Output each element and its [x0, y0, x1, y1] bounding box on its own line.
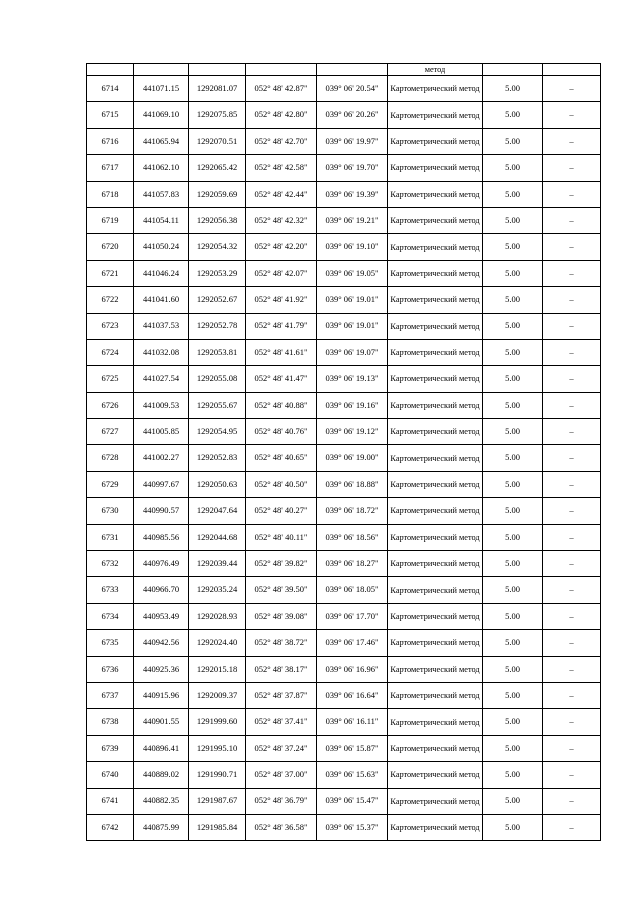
- cell-latitude: 052° 48' 37.41": [246, 709, 317, 735]
- table-row: [87, 260, 601, 286]
- cell-note: –: [543, 814, 601, 840]
- cell-accuracy: 5.00: [483, 524, 543, 550]
- cell-method: Картометрический метод: [388, 392, 483, 418]
- cell-y: 1292054.32: [189, 234, 246, 260]
- cell-point-number: 6734: [87, 603, 134, 629]
- cell-y: [189, 64, 246, 76]
- table-row: [87, 287, 601, 313]
- cell-method: Картометрический метод: [388, 366, 483, 392]
- cell-longitude: 039° 06' 19.07": [317, 339, 388, 365]
- cell-y: 1292055.08: [189, 366, 246, 392]
- cell-lon: [317, 64, 388, 76]
- cell-longitude: 039° 06' 19.05": [317, 260, 388, 286]
- cell-note: –: [543, 207, 601, 233]
- table-row: [87, 762, 601, 788]
- cell-point-number: 6727: [87, 419, 134, 445]
- cell-y: 1292059.69: [189, 181, 246, 207]
- cell-latitude: 052° 48' 40.65": [246, 445, 317, 471]
- cell-longitude: 039° 06' 16.64": [317, 682, 388, 708]
- cell-point-number: 6735: [87, 630, 134, 656]
- cell-point-number: 6715: [87, 102, 134, 128]
- cell-point-number: 6736: [87, 656, 134, 682]
- cell-note: –: [543, 181, 601, 207]
- cell-x: 441065.94: [134, 128, 189, 154]
- cell-accuracy: 5.00: [483, 656, 543, 682]
- table-row: [87, 366, 601, 392]
- cell-point-number: 6716: [87, 128, 134, 154]
- cell-accuracy: 5.00: [483, 735, 543, 761]
- cell-longitude: 039° 06' 19.16": [317, 392, 388, 418]
- cell-latitude: 052° 48' 40.11": [246, 524, 317, 550]
- cell-latitude: 052° 48' 42.44": [246, 181, 317, 207]
- cell-x: 440875.99: [134, 814, 189, 840]
- cell-x: 440896.41: [134, 735, 189, 761]
- cell-method: Картометрический метод: [388, 682, 483, 708]
- table-row: [87, 814, 601, 840]
- cell-longitude: 039° 06' 18.27": [317, 551, 388, 577]
- cell-method: Картометрический метод: [388, 76, 483, 102]
- cell-y: 1292028.93: [189, 603, 246, 629]
- cell-accuracy: 5.00: [483, 339, 543, 365]
- cell-y: 1292035.24: [189, 577, 246, 603]
- table-row: [87, 630, 601, 656]
- cell-method: Картометрический метод: [388, 207, 483, 233]
- table-row: [87, 76, 601, 102]
- cell-latitude: 052° 48' 39.08": [246, 603, 317, 629]
- cell-note: –: [543, 102, 601, 128]
- cell-x: 440966.70: [134, 577, 189, 603]
- cell-longitude: 039° 06' 15.87": [317, 735, 388, 761]
- cell-y: 1292015.18: [189, 656, 246, 682]
- cell-point-number: 6721: [87, 260, 134, 286]
- cell-x: 440985.56: [134, 524, 189, 550]
- cell-note: –: [543, 656, 601, 682]
- cell-point-number: 6718: [87, 181, 134, 207]
- cell-method: Картометрический метод: [388, 762, 483, 788]
- cell-accuracy: 5.00: [483, 630, 543, 656]
- cell-point-number: 6719: [87, 207, 134, 233]
- cell-latitude: 052° 48' 37.87": [246, 682, 317, 708]
- cell-lat: [246, 64, 317, 76]
- cell-latitude: 052° 48' 39.82": [246, 551, 317, 577]
- cell-accuracy: 5.00: [483, 498, 543, 524]
- cell-x: 441071.15: [134, 76, 189, 102]
- table-row: [87, 313, 601, 339]
- cell-point-number: 6714: [87, 76, 134, 102]
- cell-note: –: [543, 392, 601, 418]
- table-row: [87, 181, 601, 207]
- cell-latitude: 052° 48' 40.76": [246, 419, 317, 445]
- cell-y: 1292081.07: [189, 76, 246, 102]
- cell-note: –: [543, 471, 601, 497]
- cell-accuracy: 5.00: [483, 471, 543, 497]
- cell-method: метод: [388, 64, 483, 76]
- cell-method: Картометрический метод: [388, 445, 483, 471]
- cell-longitude: 039° 06' 19.01": [317, 287, 388, 313]
- cell-accuracy: 5.00: [483, 287, 543, 313]
- cell-method: Картометрический метод: [388, 498, 483, 524]
- cell-note: –: [543, 630, 601, 656]
- cell-y: 1292053.29: [189, 260, 246, 286]
- cell-note: –: [543, 551, 601, 577]
- cell-x: 440997.67: [134, 471, 189, 497]
- cell-point-number: 6723: [87, 313, 134, 339]
- cell-latitude: 052° 48' 38.17": [246, 656, 317, 682]
- table-row: [87, 577, 601, 603]
- cell-x: 441032.08: [134, 339, 189, 365]
- cell-x: 440889.02: [134, 762, 189, 788]
- cell-latitude: 052° 48' 41.61": [246, 339, 317, 365]
- cell-longitude: 039° 06' 19.97": [317, 128, 388, 154]
- cell-latitude: 052° 48' 42.87": [246, 76, 317, 102]
- cell-y: 1292052.83: [189, 445, 246, 471]
- table-row: [87, 498, 601, 524]
- cell-note: [543, 64, 601, 76]
- cell-method: Картометрический метод: [388, 313, 483, 339]
- cell-latitude: 052° 48' 42.58": [246, 155, 317, 181]
- cell-accuracy: 5.00: [483, 445, 543, 471]
- cell-x: 441046.24: [134, 260, 189, 286]
- cell-longitude: 039° 06' 15.47": [317, 788, 388, 814]
- cell-x: 440925.36: [134, 656, 189, 682]
- cell-longitude: 039° 06' 19.00": [317, 445, 388, 471]
- cell-longitude: 039° 06' 17.46": [317, 630, 388, 656]
- cell-accuracy: 5.00: [483, 155, 543, 181]
- cell-latitude: 052° 48' 36.79": [246, 788, 317, 814]
- cell-accuracy: 5.00: [483, 419, 543, 445]
- cell-accuracy: 5.00: [483, 313, 543, 339]
- cell-x: 440990.57: [134, 498, 189, 524]
- cell-latitude: 052° 48' 40.27": [246, 498, 317, 524]
- cell-method: Картометрический метод: [388, 551, 483, 577]
- cell-point-number: 6730: [87, 498, 134, 524]
- cell-note: –: [543, 603, 601, 629]
- cell-y: 1291990.71: [189, 762, 246, 788]
- table-row: [87, 471, 601, 497]
- table-row: [87, 603, 601, 629]
- cell-method: Картометрический метод: [388, 102, 483, 128]
- cell-x: 441050.24: [134, 234, 189, 260]
- cell-note: –: [543, 498, 601, 524]
- cell-latitude: 052° 48' 42.70": [246, 128, 317, 154]
- cell-method: Картометрический метод: [388, 788, 483, 814]
- cell-y: 1292044.68: [189, 524, 246, 550]
- cell-x: 440953.49: [134, 603, 189, 629]
- cell-y: 1291995.10: [189, 735, 246, 761]
- cell-method: Картометрический метод: [388, 287, 483, 313]
- cell-y: 1292039.44: [189, 551, 246, 577]
- cell-accuracy: 5.00: [483, 366, 543, 392]
- cell-method: Картометрический метод: [388, 709, 483, 735]
- cell-x: 440976.49: [134, 551, 189, 577]
- table-row: [87, 234, 601, 260]
- cell-longitude: 039° 06' 18.56": [317, 524, 388, 550]
- cell-longitude: 039° 06' 16.11": [317, 709, 388, 735]
- cell-method: Картометрический метод: [388, 419, 483, 445]
- cell-x: 441054.11: [134, 207, 189, 233]
- cell-note: –: [543, 577, 601, 603]
- table-row: [87, 788, 601, 814]
- cell-x: 441009.53: [134, 392, 189, 418]
- cell-longitude: 039° 06' 18.72": [317, 498, 388, 524]
- cell-latitude: 052° 48' 40.50": [246, 471, 317, 497]
- cell-point-number: 6741: [87, 788, 134, 814]
- cell-note: –: [543, 524, 601, 550]
- cell-point-number: 6717: [87, 155, 134, 181]
- cell-point-number: 6728: [87, 445, 134, 471]
- cell-note: –: [543, 234, 601, 260]
- cell-y: 1291987.67: [189, 788, 246, 814]
- cell-y: 1292047.64: [189, 498, 246, 524]
- cell-note: –: [543, 735, 601, 761]
- cell-note: –: [543, 313, 601, 339]
- cell-point-number: 6739: [87, 735, 134, 761]
- cell-latitude: 052° 48' 37.00": [246, 762, 317, 788]
- cell-point-number: 6737: [87, 682, 134, 708]
- cell-latitude: 052° 48' 37.24": [246, 735, 317, 761]
- cell-accuracy: 5.00: [483, 181, 543, 207]
- cell-latitude: 052° 48' 42.07": [246, 260, 317, 286]
- cell-y: 1292050.63: [189, 471, 246, 497]
- cell-note: –: [543, 76, 601, 102]
- cell-x: 441062.10: [134, 155, 189, 181]
- cell-method: Картометрический метод: [388, 234, 483, 260]
- cell-accuracy: 5.00: [483, 392, 543, 418]
- cell-longitude: 039° 06' 19.39": [317, 181, 388, 207]
- cell-latitude: 052° 48' 42.20": [246, 234, 317, 260]
- cell-y: 1292070.51: [189, 128, 246, 154]
- cell-note: –: [543, 260, 601, 286]
- table-row: [87, 445, 601, 471]
- cell-point-number: 6724: [87, 339, 134, 365]
- cell-latitude: 052° 48' 42.80": [246, 102, 317, 128]
- cell-longitude: 039° 06' 18.88": [317, 471, 388, 497]
- table-body: [87, 64, 601, 841]
- cell-accuracy: 5.00: [483, 207, 543, 233]
- cell-x: 441041.60: [134, 287, 189, 313]
- cell-latitude: 052° 48' 38.72": [246, 630, 317, 656]
- coordinates-table: [86, 63, 601, 841]
- table-row: [87, 339, 601, 365]
- cell-note: –: [543, 366, 601, 392]
- cell-accuracy: 5.00: [483, 260, 543, 286]
- cell-x: 440915.96: [134, 682, 189, 708]
- cell-method: Картометрический метод: [388, 339, 483, 365]
- cell-x: 440901.55: [134, 709, 189, 735]
- cell-note: –: [543, 788, 601, 814]
- cell-note: –: [543, 155, 601, 181]
- cell-y: 1291999.60: [189, 709, 246, 735]
- cell-x: 441037.53: [134, 313, 189, 339]
- table-row: [87, 419, 601, 445]
- cell-latitude: 052° 48' 36.58": [246, 814, 317, 840]
- cell-method: Картометрический метод: [388, 155, 483, 181]
- table-row: [87, 682, 601, 708]
- cell-longitude: 039° 06' 18.05": [317, 577, 388, 603]
- cell-y: 1292009.37: [189, 682, 246, 708]
- cell-x: 441027.54: [134, 366, 189, 392]
- cell-y: 1292075.85: [189, 102, 246, 128]
- cell-point-number: 6738: [87, 709, 134, 735]
- cell-accuracy: 5.00: [483, 102, 543, 128]
- table-row: [87, 155, 601, 181]
- cell-latitude: 052° 48' 41.47": [246, 366, 317, 392]
- cell-accuracy: 5.00: [483, 788, 543, 814]
- cell-accuracy: 5.00: [483, 682, 543, 708]
- cell-method: Картометрический метод: [388, 128, 483, 154]
- cell-y: 1292056.38: [189, 207, 246, 233]
- table-row: [87, 207, 601, 233]
- cell-accuracy: 5.00: [483, 234, 543, 260]
- cell-x: [134, 64, 189, 76]
- cell-note: –: [543, 709, 601, 735]
- cell-method: Картометрический метод: [388, 735, 483, 761]
- cell-method: Картометрический метод: [388, 656, 483, 682]
- cell-y: 1291985.84: [189, 814, 246, 840]
- cell-longitude: 039° 06' 19.12": [317, 419, 388, 445]
- continuation-row: [87, 64, 601, 76]
- cell-point-number: 6725: [87, 366, 134, 392]
- cell-accuracy: 5.00: [483, 709, 543, 735]
- cell-accuracy: 5.00: [483, 603, 543, 629]
- cell-note: –: [543, 419, 601, 445]
- cell-latitude: 052° 48' 41.79": [246, 313, 317, 339]
- cell-note: –: [543, 339, 601, 365]
- cell-accuracy: [483, 64, 543, 76]
- cell-latitude: 052° 48' 42.32": [246, 207, 317, 233]
- cell-x: 441057.83: [134, 181, 189, 207]
- cell-x: 441069.10: [134, 102, 189, 128]
- table-row: [87, 524, 601, 550]
- cell-accuracy: 5.00: [483, 76, 543, 102]
- cell-accuracy: 5.00: [483, 762, 543, 788]
- cell-y: 1292054.95: [189, 419, 246, 445]
- cell-point-number: 6733: [87, 577, 134, 603]
- cell-accuracy: 5.00: [483, 814, 543, 840]
- cell-note: –: [543, 128, 601, 154]
- cell-x: 440942.56: [134, 630, 189, 656]
- cell-x: 440882.35: [134, 788, 189, 814]
- table-row: [87, 735, 601, 761]
- cell-method: Картометрический метод: [388, 814, 483, 840]
- cell-point-number: 6731: [87, 524, 134, 550]
- cell-latitude: 052° 48' 40.88": [246, 392, 317, 418]
- table-row: [87, 392, 601, 418]
- cell-y: 1292065.42: [189, 155, 246, 181]
- cell-point-number: 6722: [87, 287, 134, 313]
- cell-point-number: 6729: [87, 471, 134, 497]
- cell-y: 1292024.40: [189, 630, 246, 656]
- cell-accuracy: 5.00: [483, 128, 543, 154]
- table-row: [87, 128, 601, 154]
- cell-y: 1292052.67: [189, 287, 246, 313]
- cell-longitude: 039° 06' 20.26": [317, 102, 388, 128]
- cell-method: Картометрический метод: [388, 630, 483, 656]
- cell-longitude: 039° 06' 19.13": [317, 366, 388, 392]
- cell-x: 441005.85: [134, 419, 189, 445]
- cell-point-number: 6742: [87, 814, 134, 840]
- cell-method: Картометрический метод: [388, 524, 483, 550]
- cell-longitude: 039° 06' 19.10": [317, 234, 388, 260]
- cell-longitude: 039° 06' 15.63": [317, 762, 388, 788]
- cell-longitude: 039° 06' 20.54": [317, 76, 388, 102]
- cell-y: 1292055.67: [189, 392, 246, 418]
- cell-note: –: [543, 682, 601, 708]
- cell-method: Картометрический метод: [388, 260, 483, 286]
- cell-method: Картометрический метод: [388, 471, 483, 497]
- cell-n: [87, 64, 134, 76]
- cell-x: 441002.27: [134, 445, 189, 471]
- cell-note: –: [543, 762, 601, 788]
- cell-point-number: 6732: [87, 551, 134, 577]
- cell-method: Картометрический метод: [388, 181, 483, 207]
- table-row: [87, 551, 601, 577]
- cell-point-number: 6740: [87, 762, 134, 788]
- cell-accuracy: 5.00: [483, 551, 543, 577]
- cell-longitude: 039° 06' 19.70": [317, 155, 388, 181]
- cell-y: 1292052.78: [189, 313, 246, 339]
- table-row: [87, 709, 601, 735]
- cell-method: Картометрический метод: [388, 577, 483, 603]
- cell-longitude: 039° 06' 15.37": [317, 814, 388, 840]
- cell-longitude: 039° 06' 19.21": [317, 207, 388, 233]
- cell-accuracy: 5.00: [483, 577, 543, 603]
- cell-longitude: 039° 06' 19.01": [317, 313, 388, 339]
- cell-note: –: [543, 287, 601, 313]
- cell-method: Картометрический метод: [388, 603, 483, 629]
- table-row: [87, 656, 601, 682]
- cell-note: –: [543, 445, 601, 471]
- cell-longitude: 039° 06' 17.70": [317, 603, 388, 629]
- cell-latitude: 052° 48' 41.92": [246, 287, 317, 313]
- cell-y: 1292053.81: [189, 339, 246, 365]
- table-row: [87, 102, 601, 128]
- cell-point-number: 6720: [87, 234, 134, 260]
- cell-point-number: 6726: [87, 392, 134, 418]
- cell-longitude: 039° 06' 16.96": [317, 656, 388, 682]
- cell-latitude: 052° 48' 39.50": [246, 577, 317, 603]
